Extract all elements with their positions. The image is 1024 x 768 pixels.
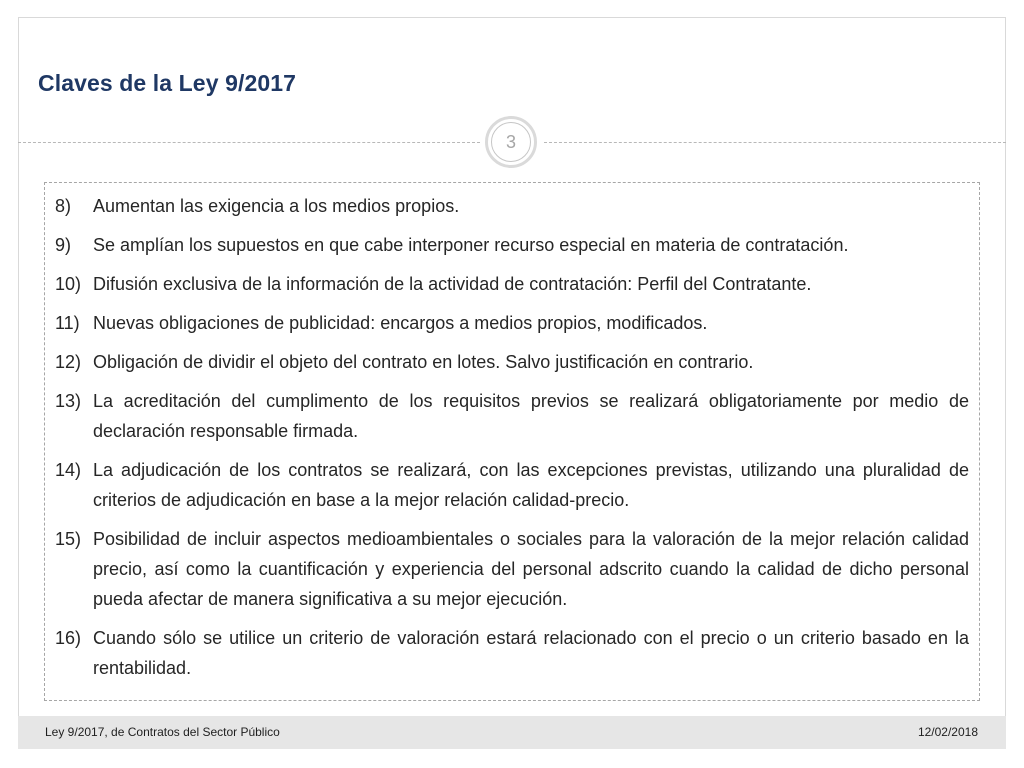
list-item	[55, 230, 969, 260]
item-number: 12)	[55, 352, 82, 372]
list-item	[55, 191, 969, 221]
item-text: Posibilidad de incluir aspectos medioambientales o sociales para la valoración de la mejor relación calidad precio, así como la cuantificación y experiencia del personal adscrito cuando la calidad de dicho personal pueda afectar de manera significativa a su mejor ejecución.	[93, 529, 969, 609]
list-item	[55, 308, 969, 338]
page-number: 3	[491, 122, 531, 162]
item-text: Difusión exclusiva de la información de la actividad de contratación: Perfil del Contratante.	[93, 274, 812, 294]
item-number: 10)	[55, 274, 82, 294]
item-text: Obligación de dividir el objeto del contrato en lotes. Salvo justificación en contrario.	[93, 352, 754, 372]
slide-title: Claves de la Ley 9/2017	[38, 70, 297, 96]
list-item	[55, 347, 969, 377]
item-number: 11)	[55, 313, 80, 333]
list-item	[55, 455, 969, 515]
content-box	[44, 182, 980, 701]
item-text: Nuevas obligaciones de publicidad: encargos a medios propios, modificados.	[93, 313, 708, 333]
item-number: 13)	[55, 391, 82, 411]
header-divider-right	[544, 142, 1006, 143]
list-item	[55, 269, 969, 299]
item-text: Se amplían los supuestos en que cabe interponer recurso especial en materia de contratación.	[93, 235, 849, 255]
key-points-list	[55, 191, 969, 692]
item-number: 8)	[55, 196, 72, 216]
item-number: 14)	[55, 460, 82, 480]
item-number: 16)	[55, 628, 82, 648]
header-divider-left	[18, 142, 480, 143]
item-text: La acreditación del cumplimento de los requisitos previos se realizará obligatoriamente por medio de declaración responsable firmada.	[93, 391, 969, 441]
item-text: Aumentan las exigencia a los medios propios.	[93, 196, 460, 216]
item-text: Cuando sólo se utilice un criterio de valoración estará relacionado con el precio o un criterio basado en la rentabilidad.	[93, 628, 969, 678]
item-number: 9)	[55, 235, 72, 255]
list-item	[55, 386, 969, 446]
list-item	[55, 623, 969, 683]
item-text: La adjudicación de los contratos se realizará, con las excepciones previstas, utilizando una pluralidad de criterios de adjudicación en base a la mejor relación calidad-precio.	[93, 460, 969, 510]
footer-title: Ley 9/2017, de Contratos del Sector Público	[45, 725, 280, 739]
page-number-badge	[485, 116, 537, 168]
footer-date: 12/02/2018	[917, 725, 978, 739]
item-number: 15)	[55, 529, 82, 549]
list-item	[55, 524, 969, 614]
